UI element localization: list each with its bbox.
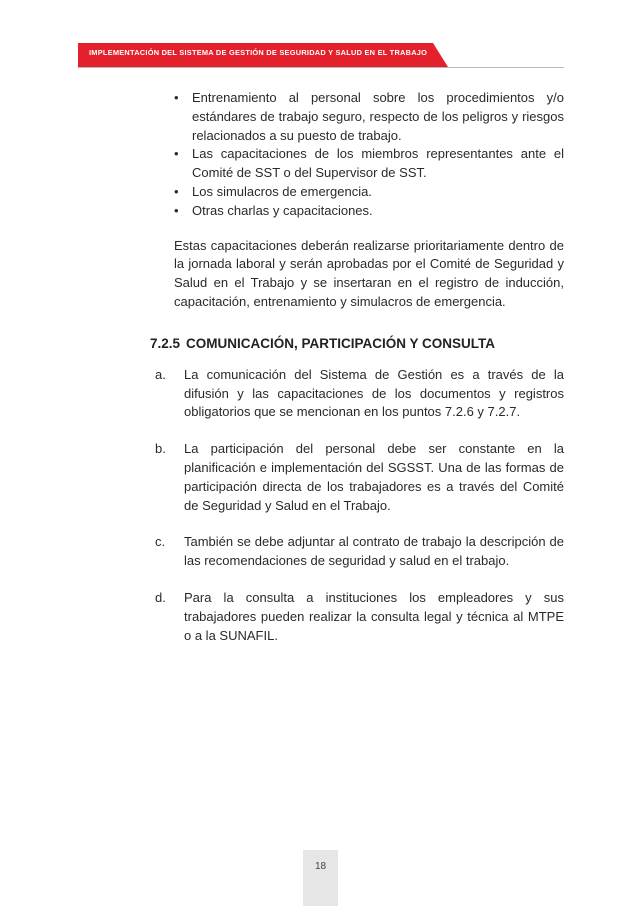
- section-heading: [150, 334, 564, 354]
- header-divider: [78, 67, 564, 68]
- list-item: [150, 533, 564, 571]
- item-label: c.: [155, 534, 166, 550]
- item-text: También se debe adjuntar al contrato de trabajo la descripción de las recomendaciones de seguridad y salud en el trabajo.: [184, 534, 564, 569]
- bullet-icon: •: [174, 183, 179, 199]
- list-item: [174, 145, 564, 183]
- list-item: [174, 89, 564, 145]
- item-label: a.: [155, 366, 166, 382]
- section-number: 7.2.5: [150, 335, 181, 351]
- item-text: Para la consulta a instituciones los empleadores y sus trabajadores pueden realizar la consulta legal y técnica al MTPE o a la SUNAFIL.: [184, 589, 564, 643]
- bullet-icon: •: [174, 90, 179, 105]
- section-title: COMUNICACIÓN, PARTICIPACIÓN Y CONSULTA: [186, 335, 496, 351]
- header-title: IMPLEMENTACIÓN DEL SISTEMA DE GESTIÓN DE SEGURIDAD Y SALUD EN EL TRABAJO: [89, 48, 428, 57]
- bullet-text: Otras charlas y capacitaciones.: [192, 202, 373, 218]
- list-item: [174, 202, 564, 221]
- list-item: [174, 183, 564, 202]
- lettered-list: [150, 366, 564, 646]
- body-paragraph: Estas capacitaciones deberán realizarse prioritariamente dentro de la jornada laboral y serán aprobadas por el Comité de Seguridad y Salud en el Trabajo y se insertaran en el registro de inducción, capacitación, entrenamiento y simulacros de emergencia.: [174, 237, 564, 309]
- list-item: [150, 366, 564, 422]
- bullet-list: [150, 89, 564, 221]
- bullet-text: Las capacitaciones de los miembros representantes ante el Comité de SST o del Supervisor de SST.: [192, 146, 564, 181]
- item-label: d.: [155, 589, 166, 605]
- item-text: La participación del personal debe ser constante en la planificación e implementación del SGSST. Una de las formas de participación directa de los trabajadores es a través del Comité de Seguridad y Salud en el Trabajo.: [184, 441, 564, 513]
- item-text: La comunicación del Sistema de Gestión es a través de la difusión y las capacitaciones de los documentos y registros obligatorios que se mencionan en los puntos 7.2.6 y 7.2.7.: [184, 366, 564, 420]
- list-item: [150, 589, 564, 645]
- bullet-icon: •: [174, 146, 179, 162]
- footer-tab: [303, 850, 338, 906]
- item-label: b.: [155, 441, 166, 457]
- page-content: [150, 89, 564, 663]
- list-item: [150, 440, 564, 515]
- bullet-text: Entrenamiento al personal sobre los procedimientos y/o estándares de trabajo seguro, respecto de los peligros y riesgos relacionados a su puesto de trabajo.: [192, 90, 564, 143]
- page-number: 18: [314, 861, 327, 872]
- bullet-icon: •: [174, 202, 179, 218]
- bullet-text: Los simulacros de emergencia.: [192, 183, 372, 199]
